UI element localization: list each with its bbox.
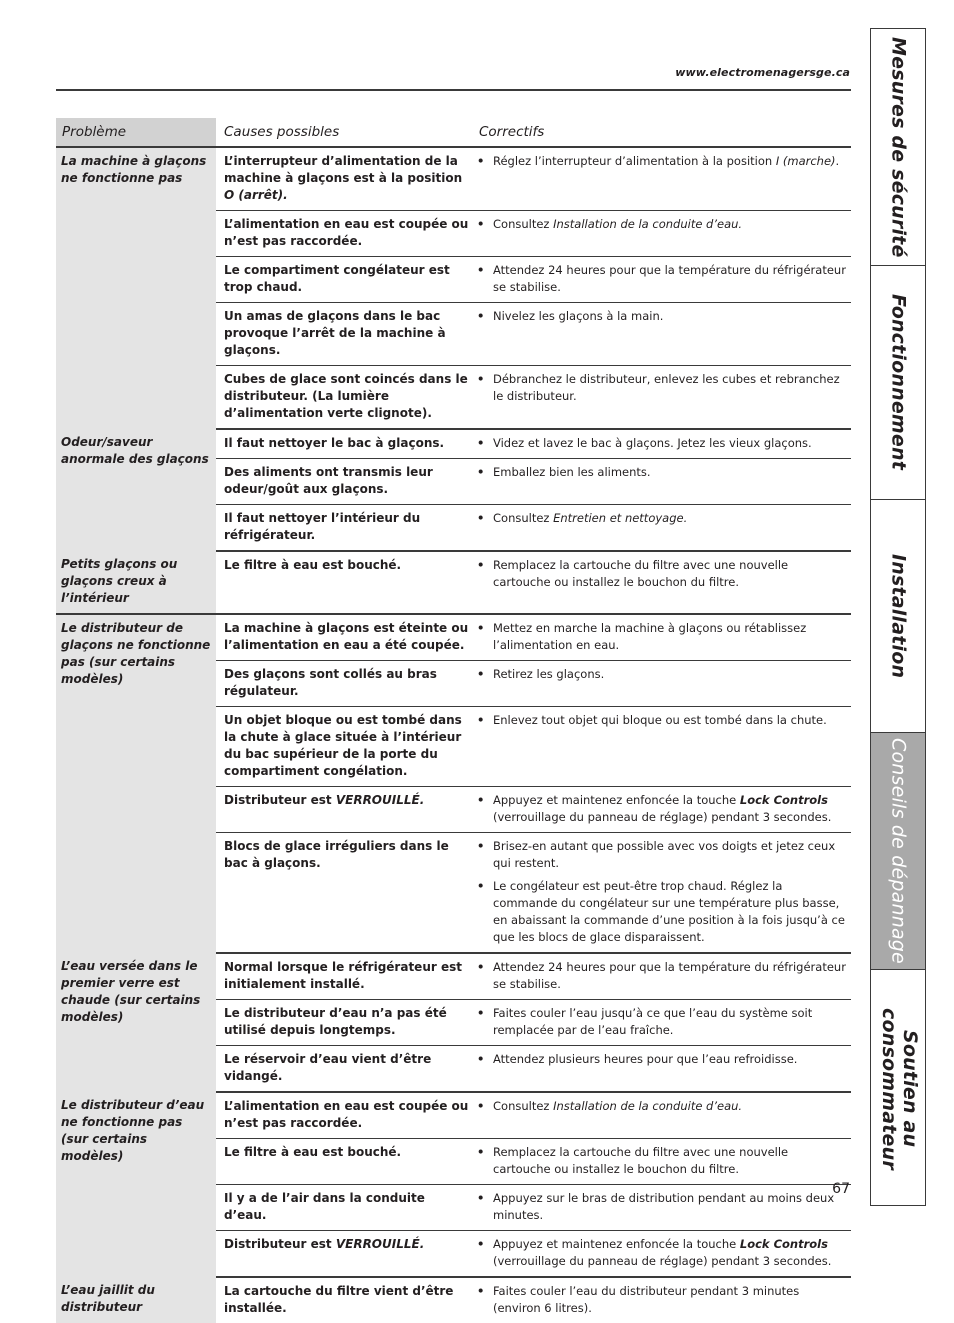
fix-item	[473, 464, 847, 481]
cause-cell	[216, 1139, 473, 1185]
fix-text: Consultez	[493, 217, 550, 231]
fix-list	[473, 510, 847, 527]
fix-item	[473, 1098, 847, 1115]
cause-cell	[216, 1185, 473, 1231]
fix-item	[473, 878, 847, 946]
cause-text: La cartouche du filtre vient d’être installée.	[224, 1284, 454, 1315]
fix-text: Remplacez la cartouche du filtre avec une nouvelle cartouche ou installez le bouchon du filtre.	[493, 1145, 789, 1176]
cause-emphasis: VERROUILLÉ.	[335, 793, 425, 807]
section-tabs	[870, 28, 926, 1206]
fix-item	[473, 1236, 847, 1270]
fix-cell	[473, 147, 851, 211]
problem-cell: L’eau versée dans le premier verre est chaude (sur certains modèles)	[56, 953, 216, 1092]
cause-cell	[216, 147, 473, 211]
fix-item	[473, 1283, 847, 1317]
fix-item	[473, 216, 847, 233]
problem-cell: L’eau jaillit du distributeur	[56, 1277, 216, 1323]
fix-list	[473, 1144, 847, 1178]
fix-reference: Entretien et nettoyage.	[553, 511, 688, 525]
cause-cell	[216, 429, 473, 459]
table-header-row	[56, 118, 851, 147]
cause-emphasis: VERROUILLÉ.	[335, 1237, 425, 1251]
fix-reference: I (marche)	[775, 154, 836, 168]
table-row	[56, 551, 851, 614]
fix-text: Attendez plusieurs heures pour que l’eau refroidisse.	[493, 1052, 798, 1066]
tab-installation[interactable]	[871, 499, 925, 732]
fix-item	[473, 1051, 847, 1068]
fix-key-name: Lock Controls	[739, 793, 828, 807]
header-causes: Causes possibles	[216, 118, 473, 147]
fix-item	[473, 666, 847, 683]
fix-cell	[473, 661, 851, 707]
cause-cell	[216, 366, 473, 430]
problem-cell: La machine à glaçons ne fonctionne pas	[56, 147, 216, 429]
fix-text: Appuyez et maintenez enfoncée la touche	[493, 1237, 737, 1251]
fix-cell	[473, 459, 851, 505]
fix-text: Remplacez la cartouche du filtre avec une nouvelle cartouche ou installez le bouchon du filtre.	[493, 558, 789, 589]
table-row	[56, 953, 851, 1000]
cause-text: Un amas de glaçons dans le bac provoque l’arrêt de la machine à glaçons.	[224, 309, 446, 357]
cause-text: Des glaçons sont collés au bras régulateur.	[224, 667, 437, 698]
cause-cell	[216, 661, 473, 707]
problem-cell: Odeur/saveur anormale des glaçons	[56, 429, 216, 551]
fix-text: Emballez bien les aliments.	[493, 465, 651, 479]
fix-cell	[473, 1046, 851, 1093]
fix-list	[473, 216, 847, 233]
cause-text: Le réservoir d’eau vient d’être vidangé.	[224, 1052, 432, 1083]
fix-list	[473, 262, 847, 296]
troubleshooting-table	[56, 118, 851, 1323]
tab-soutien-au-consommateur[interactable]	[871, 969, 925, 1207]
fix-text-after: (verrouillage du panneau de réglage) pendant 3 secondes.	[493, 810, 832, 824]
cause-cell	[216, 614, 473, 661]
fix-item	[473, 1144, 847, 1178]
tab-conseils-de-depannage[interactable]	[871, 732, 925, 969]
fix-text: Le congélateur est peut-être trop chaud. Réglez la commande du congélateur sur une température plus basse, en abaissant la commande d’une position à la fois jusqu’à ce que les blocs de glace disparaissent.	[493, 879, 845, 944]
fix-cell	[473, 833, 851, 954]
fix-item	[473, 792, 847, 826]
tab-label: Conseils de dépannage	[887, 738, 910, 964]
fix-list	[473, 838, 847, 946]
fix-text-after: .	[835, 154, 840, 168]
fix-cell	[473, 707, 851, 787]
cause-text: Cubes de glace sont coincés dans le distributeur. (La lumière d’alimentation verte clignote).	[224, 372, 468, 420]
table-row	[56, 614, 851, 661]
problem-cell: Le distributeur d’eau ne fonctionne pas (sur certains modèles)	[56, 1092, 216, 1277]
cause-cell	[216, 211, 473, 257]
table-row	[56, 1092, 851, 1139]
fix-cell	[473, 1092, 851, 1139]
table-row	[56, 429, 851, 459]
cause-text: L’alimentation en eau est coupée ou n’est pas raccordée.	[224, 217, 469, 248]
fix-item	[473, 838, 847, 872]
tab-fonctionnement[interactable]	[871, 265, 925, 499]
fix-key-name: Lock Controls	[739, 1237, 828, 1251]
fix-list	[473, 959, 847, 993]
fix-text: Mettez en marche la machine à glaçons ou rétablissez l’alimentation en eau.	[493, 621, 807, 652]
fix-list	[473, 153, 847, 170]
cause-text: Blocs de glace irréguliers dans le bac à glaçons.	[224, 839, 449, 870]
cause-cell	[216, 303, 473, 366]
cause-cell	[216, 459, 473, 505]
fix-text: Consultez	[493, 1099, 550, 1113]
fix-item	[473, 510, 847, 527]
cause-text: Distributeur est	[224, 1237, 332, 1251]
tab-label: Mesures de sécurité	[887, 36, 910, 258]
cause-text: Des aliments ont transmis leur odeur/goût aux glaçons.	[224, 465, 433, 496]
fix-list	[473, 1236, 847, 1270]
header-problem: Problème	[56, 118, 216, 147]
cause-emphasis: O (arrêt).	[224, 188, 288, 202]
fix-item	[473, 308, 847, 325]
fix-text: Appuyez sur le bras de distribution pendant au moins deux minutes.	[493, 1191, 835, 1222]
fix-list	[473, 1051, 847, 1068]
tab-label: Installation	[887, 553, 910, 679]
fix-cell	[473, 1277, 851, 1323]
fix-text: Faites couler l’eau jusqu’à ce que l’eau du système soit remplacée par de l’eau fraîche.	[493, 1006, 813, 1037]
fix-text: Appuyez et maintenez enfoncée la touche	[493, 793, 737, 807]
fix-cell	[473, 614, 851, 661]
fix-cell	[473, 366, 851, 430]
fix-cell	[473, 257, 851, 303]
fix-list	[473, 712, 847, 729]
header-fixes: Correctifs	[473, 118, 851, 147]
fix-text-after: (verrouillage du panneau de réglage) pendant 3 secondes.	[493, 1254, 832, 1268]
fix-list	[473, 371, 847, 405]
fix-list	[473, 1005, 847, 1039]
fix-cell	[473, 1231, 851, 1278]
fix-cell	[473, 211, 851, 257]
fix-text: Faites couler l’eau du distributeur pendant 3 minutes (environ 6 litres).	[493, 1284, 800, 1315]
table-body	[56, 147, 851, 1323]
fix-cell	[473, 551, 851, 614]
tab-label: Fonctionnement	[887, 294, 910, 471]
cause-text: Distributeur est	[224, 793, 332, 807]
fix-text: Réglez l’interrupteur d’alimentation à la position	[493, 154, 773, 168]
cause-cell	[216, 707, 473, 787]
page-number: 67	[832, 1181, 850, 1197]
cause-cell	[216, 257, 473, 303]
cause-text: Il faut nettoyer le bac à glaçons.	[224, 436, 445, 450]
fix-item	[473, 435, 847, 452]
fix-item	[473, 620, 847, 654]
cause-cell	[216, 1092, 473, 1139]
cause-cell	[216, 1231, 473, 1278]
tab-mesures-de-securite[interactable]	[871, 29, 925, 265]
cause-text: Un objet bloque ou est tombé dans la chute à glace située à l’intérieur du bac supérieur de la porte du compartiment congélation.	[224, 713, 462, 778]
fix-cell	[473, 1185, 851, 1231]
fix-list	[473, 1190, 847, 1224]
fix-cell	[473, 953, 851, 1000]
fix-list	[473, 620, 847, 654]
cause-text: L’interrupteur d’alimentation de la machine à glaçons est à la position	[224, 154, 463, 185]
fix-list	[473, 666, 847, 683]
website-url[interactable]: www.electromenagersge.ca	[675, 66, 850, 79]
fix-list	[473, 557, 847, 591]
fix-text: Nivelez les glaçons à la main.	[493, 309, 664, 323]
cause-text: Il y a de l’air dans la conduite d’eau.	[224, 1191, 425, 1222]
cause-cell	[216, 833, 473, 954]
fix-list	[473, 1283, 847, 1317]
fix-item	[473, 557, 847, 591]
fix-item	[473, 153, 847, 170]
fix-item	[473, 1190, 847, 1224]
fix-list	[473, 435, 847, 452]
fix-text: Attendez 24 heures pour que la température du réfrigérateur se stabilise.	[493, 960, 846, 991]
tab-label: Soutien au consommateur	[878, 1007, 921, 1170]
fix-text: Retirez les glaçons.	[493, 667, 605, 681]
fix-list	[473, 464, 847, 481]
problem-cell: Petits glaçons ou glaçons creux à l’intérieur	[56, 551, 216, 614]
fix-reference: Installation de la conduite d’eau.	[553, 217, 743, 231]
fix-list	[473, 1098, 847, 1115]
cause-cell	[216, 1000, 473, 1046]
table-row	[56, 1277, 851, 1323]
fix-item	[473, 371, 847, 405]
cause-cell	[216, 505, 473, 552]
fix-cell	[473, 505, 851, 552]
fix-cell	[473, 429, 851, 459]
fix-text: Attendez 24 heures pour que la température du réfrigérateur se stabilise.	[493, 263, 846, 294]
cause-cell	[216, 551, 473, 614]
fix-item	[473, 1005, 847, 1039]
fix-cell	[473, 1139, 851, 1185]
cause-cell	[216, 1046, 473, 1093]
cause-text: Le filtre à eau est bouché.	[224, 1145, 402, 1159]
fix-reference: Installation de la conduite d’eau.	[553, 1099, 743, 1113]
cause-text: Il faut nettoyer l’intérieur du réfrigérateur.	[224, 511, 421, 542]
problem-cell: Le distributeur de glaçons ne fonctionne pas (sur certains modèles)	[56, 614, 216, 953]
fix-text: Enlevez tout objet qui bloque ou est tombé dans la chute.	[493, 713, 827, 727]
fix-cell	[473, 1000, 851, 1046]
table-row	[56, 147, 851, 211]
cause-text: Le distributeur d’eau n’a pas été utilisé depuis longtemps.	[224, 1006, 447, 1037]
cause-cell	[216, 787, 473, 833]
cause-text: Le filtre à eau est bouché.	[224, 558, 402, 572]
fix-cell	[473, 787, 851, 833]
header-rule	[56, 89, 851, 91]
cause-text: Normal lorsque le réfrigérateur est initialement installé.	[224, 960, 462, 991]
fix-cell	[473, 303, 851, 366]
cause-cell	[216, 953, 473, 1000]
cause-cell	[216, 1277, 473, 1323]
fix-item	[473, 262, 847, 296]
fix-text: Débranchez le distributeur, enlevez les cubes et rebranchez le distributeur.	[493, 372, 840, 403]
fix-text: Consultez	[493, 511, 550, 525]
cause-text: La machine à glaçons est éteinte ou l’alimentation en eau a été coupée.	[224, 621, 469, 652]
cause-text: L’alimentation en eau est coupée ou n’est pas raccordée.	[224, 1099, 469, 1130]
fix-list	[473, 792, 847, 826]
fix-list	[473, 308, 847, 325]
cause-text: Le compartiment congélateur est trop chaud.	[224, 263, 450, 294]
fix-text: Videz et lavez le bac à glaçons. Jetez les vieux glaçons.	[493, 436, 812, 450]
fix-text: Brisez-en autant que possible avec vos doigts et jetez ceux qui restent.	[493, 839, 836, 870]
fix-item	[473, 712, 847, 729]
fix-item	[473, 959, 847, 993]
